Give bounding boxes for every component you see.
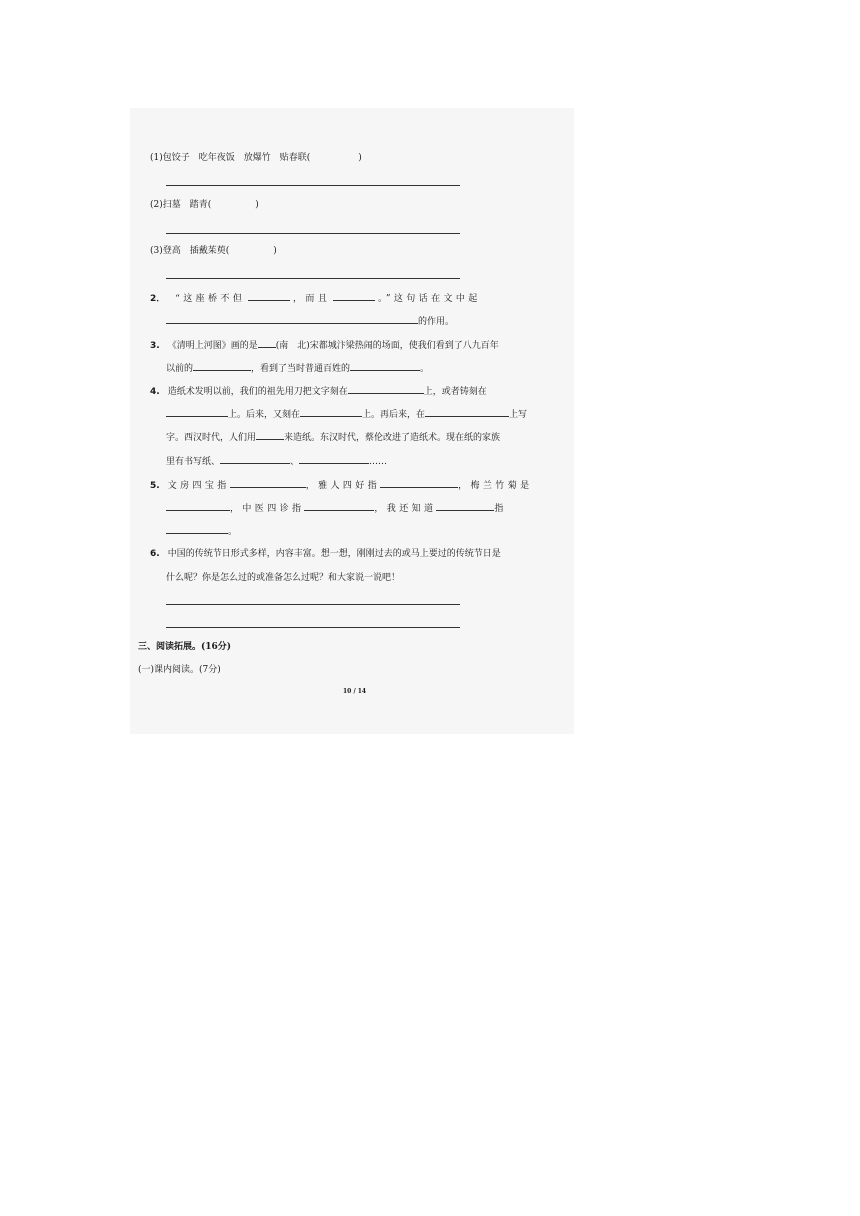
question-4-line-4: 里有书写纸、 、 …… [166,454,387,468]
answer-blank[interactable] [166,314,418,324]
answer-line[interactable] [166,185,460,186]
answer-blank[interactable] [230,478,306,488]
answer-blank[interactable] [350,361,420,371]
answer-line[interactable] [166,278,460,279]
question-4-line-3: 字。西汉时代，人们用 来造纸。东汉时代，蔡伦改进了造纸术。现在纸的家族 [166,430,500,444]
answer-blank[interactable] [193,361,251,371]
question-4-line-1: 4. 造纸术发明以前，我们的祖先用刀把文字刻在 上，或者铸刻在 [150,384,487,398]
answer-line[interactable] [166,233,460,234]
answer-blank[interactable] [300,407,362,417]
answer-blank[interactable] [258,338,276,348]
question-5-line-3: 。 [166,524,237,538]
question-6-line-1: 6. 中国的传统节日形式多样，内容丰富。想一想，刚刚过去的或马上要过的传统节日是 [150,549,501,559]
q1-item-2: (2)扫墓 踏青( ) [150,200,259,210]
answer-blank[interactable] [256,430,284,440]
answer-line[interactable] [166,604,460,605]
answer-blank[interactable] [304,501,374,511]
subsection-heading: (一)课内阅读。(7分) [138,665,221,675]
answer-blank[interactable] [166,524,228,534]
worksheet-page [130,108,574,734]
answer-blank[interactable] [166,407,228,417]
answer-blank[interactable] [348,384,424,394]
question-4-line-2: 上。后来，又刻在 上。再后来，在 上写 [166,407,527,421]
q1-item-1: (1)包饺子 吃年夜饭 放爆竹 贴春联( ) [150,153,362,163]
page-number: 10 / 14 [343,688,367,695]
question-6-line-2: 什么呢？你是怎么过的或准备怎么过呢？和大家说一说吧！ [166,573,401,583]
question-3-line-2: 以前的 ，看到了当时普通百姓的 。 [166,361,429,375]
answer-blank[interactable] [299,454,369,464]
answer-blank[interactable] [425,407,509,417]
answer-line[interactable] [166,627,460,628]
question-2-line-1: 2． “这座桥不但 ，而且 。”这句话在文中起 [150,291,481,305]
q1-item-3: (3)登高 插戴茱萸( ) [150,246,277,256]
answer-blank[interactable] [248,291,290,301]
answer-blank[interactable] [380,478,458,488]
question-5-line-2: ，中医四诊指 ，我还知道 指 [166,501,507,515]
question-5-line-1: 5. 文房四宝指 ，雅人四好指 ，梅兰竹菊是 [150,478,533,492]
answer-blank[interactable] [436,501,494,511]
question-2-line-2: 的作用。 [166,314,454,328]
answer-blank[interactable] [220,454,290,464]
answer-blank[interactable] [166,501,230,511]
question-3-line-1: 3. 《清明上河图》画的是 (南 北)宋都城汴梁热闹的场面，使我们看到了八九百年 [150,338,499,352]
answer-blank[interactable] [333,291,375,301]
section-heading: 三、阅读拓展。(16分) [138,642,232,652]
